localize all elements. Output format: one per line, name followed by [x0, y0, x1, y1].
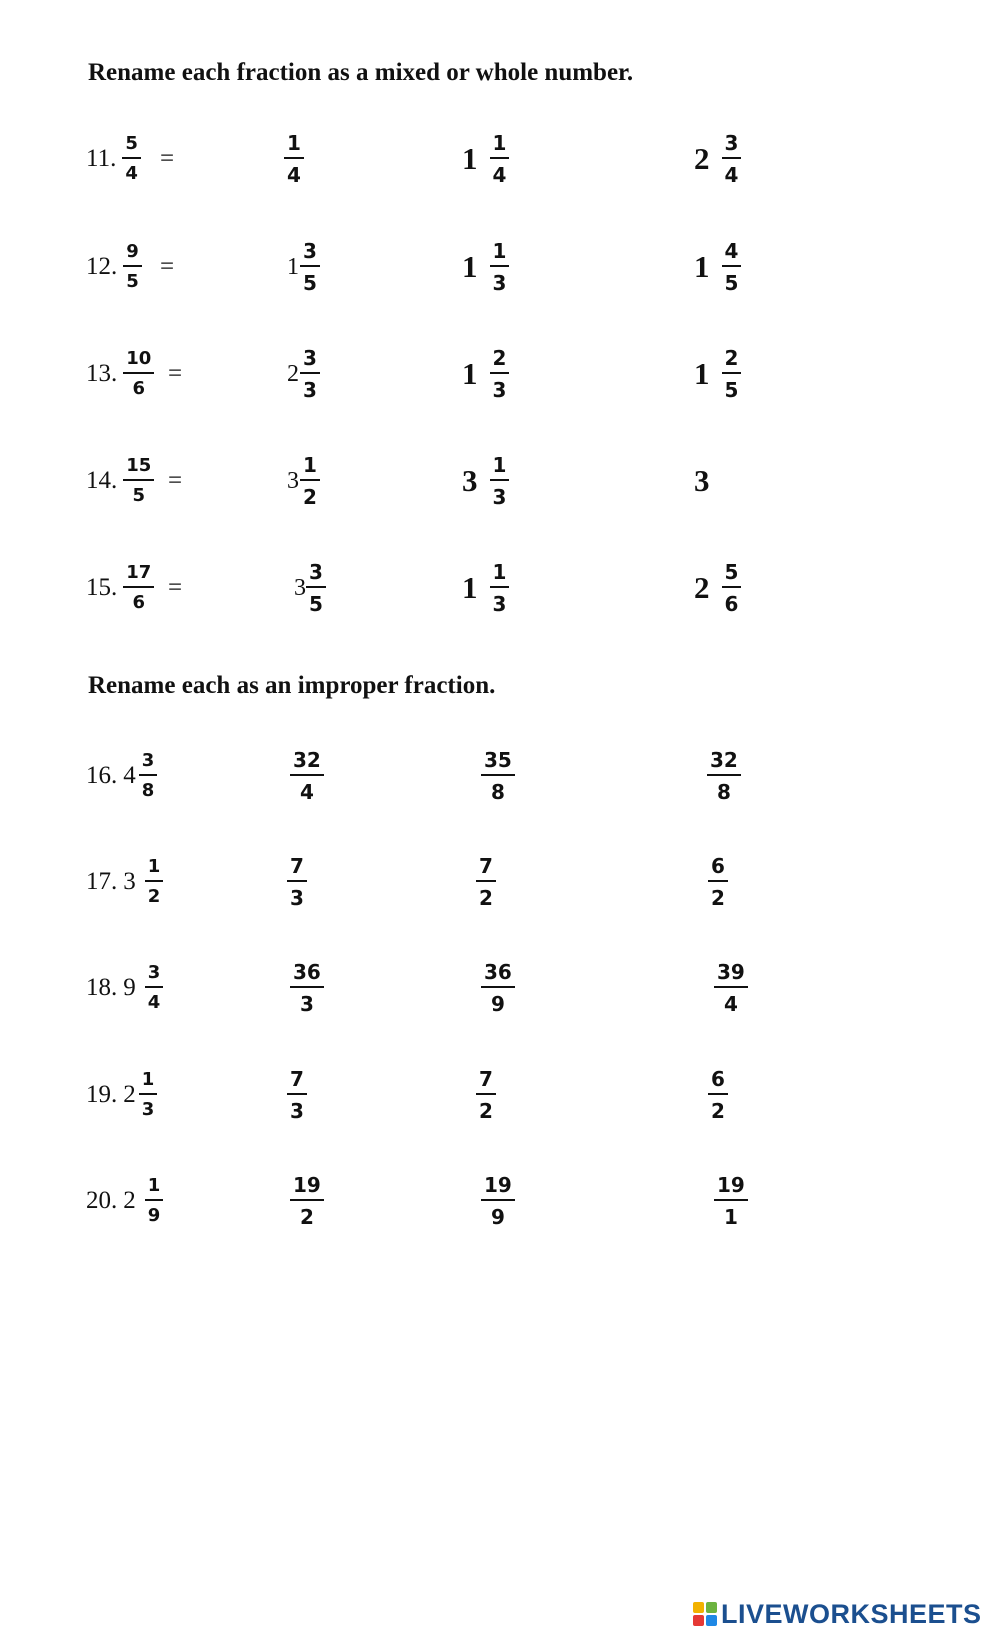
- choice-fraction: $\frac{3}{5}$: [300, 241, 320, 293]
- choice-c[interactable]: [708, 847, 728, 917]
- question-fraction: $\frac{15}{5}$: [123, 457, 154, 505]
- choice-whole: 1: [462, 356, 478, 391]
- choice-b[interactable]: [462, 446, 509, 516]
- logo-square: [706, 1615, 717, 1626]
- choice-fraction: $\frac{1}{3}$: [490, 562, 510, 614]
- choice-fraction: $\frac{6}{2}$: [708, 856, 728, 908]
- choice-fraction: $\frac{2}{5}$: [722, 348, 742, 400]
- choice-c[interactable]: [714, 953, 748, 1023]
- equals-sign: =: [160, 145, 175, 172]
- choice-c[interactable]: [708, 1060, 728, 1130]
- choice-a[interactable]: [294, 553, 326, 623]
- choice-whole: 3: [294, 574, 306, 601]
- choice-b[interactable]: [462, 232, 509, 302]
- question-number: 12.: [86, 253, 118, 280]
- choice-b[interactable]: [462, 553, 509, 623]
- choice-fraction: $\frac{3}{4}$: [722, 133, 742, 185]
- choice-fraction: $\frac{2}{3}$: [490, 348, 510, 400]
- choice-fraction: $\frac{7}{2}$: [476, 1069, 496, 1121]
- choice-whole: 3: [462, 463, 478, 498]
- question-16: [0, 741, 1000, 811]
- liveworksheets-logo[interactable]: [693, 1596, 982, 1632]
- equals-sign: =: [160, 253, 175, 280]
- question-15: [0, 553, 1000, 623]
- question-number: 16.: [86, 762, 118, 789]
- choice-whole: 3: [694, 463, 710, 498]
- choice-whole: 1: [694, 356, 710, 391]
- choice-c[interactable]: [694, 553, 741, 623]
- choice-a[interactable]: [290, 1166, 324, 1236]
- choice-fraction: $\frac{36}{9}$: [481, 962, 515, 1014]
- question-number: 20.: [86, 1187, 118, 1214]
- choice-fraction: $\frac{5}{6}$: [722, 562, 742, 614]
- question-fraction: $\frac{1}{3}$: [139, 1071, 158, 1119]
- choice-c[interactable]: [694, 124, 741, 194]
- question-number: 15.: [86, 574, 118, 601]
- choice-fraction: $\frac{6}{2}$: [708, 1069, 728, 1121]
- choice-fraction: $\frac{1}{2}$: [300, 455, 320, 507]
- choice-fraction: $\frac{36}{3}$: [290, 962, 324, 1014]
- question-fraction: $\frac{17}{6}$: [123, 564, 154, 612]
- logo-square: [706, 1602, 717, 1613]
- question-number: 17.: [86, 868, 118, 895]
- question-20: [0, 1166, 1000, 1236]
- choice-fraction: $\frac{1}{3}$: [490, 455, 510, 507]
- section-2-heading: Rename each as an improper fraction.: [88, 672, 496, 699]
- choice-a[interactable]: [287, 339, 320, 409]
- logo-mark-icon: [693, 1602, 717, 1626]
- choice-a[interactable]: [284, 124, 304, 194]
- choice-whole: 1: [462, 141, 478, 176]
- choice-whole: 1: [287, 253, 299, 280]
- question-whole: 4: [123, 762, 136, 789]
- choice-whole: 2: [287, 360, 299, 387]
- choice-c[interactable]: [694, 232, 741, 302]
- question-13: [0, 339, 1000, 409]
- choice-b[interactable]: [476, 1060, 496, 1130]
- choice-fraction: $\frac{19}{9}$: [481, 1175, 515, 1227]
- choice-fraction: $\frac{1}{3}$: [490, 241, 510, 293]
- choice-whole: 1: [462, 570, 478, 605]
- choice-fraction: $\frac{1}{4}$: [490, 133, 510, 185]
- choice-a[interactable]: [290, 953, 324, 1023]
- choice-fraction: $\frac{1}{4}$: [284, 133, 304, 185]
- equals-sign: =: [168, 574, 183, 601]
- choice-b[interactable]: [462, 124, 509, 194]
- choice-fraction: $\frac{7}{2}$: [476, 856, 496, 908]
- question-17: [0, 847, 1000, 917]
- choice-whole: 1: [694, 249, 710, 284]
- question-number: 11.: [86, 145, 117, 172]
- question-11: [0, 124, 1000, 194]
- choice-whole: 1: [462, 249, 478, 284]
- question-14: [0, 446, 1000, 516]
- choice-b[interactable]: [481, 1166, 515, 1236]
- question-18: [0, 953, 1000, 1023]
- choice-a[interactable]: [290, 741, 324, 811]
- choice-a[interactable]: [287, 446, 320, 516]
- choice-whole: 2: [694, 141, 710, 176]
- choice-c[interactable]: [707, 741, 741, 811]
- question-whole: 2: [123, 1187, 136, 1214]
- question-number: 13.: [86, 360, 118, 387]
- question-fraction: $\frac{5}{4}$: [122, 135, 141, 183]
- question-19: [0, 1060, 1000, 1130]
- question-fraction: $\frac{3}{8}$: [139, 752, 158, 800]
- question-fraction: $\frac{10}{6}$: [123, 350, 154, 398]
- choice-c[interactable]: [694, 446, 722, 516]
- question-fraction: $\frac{1}{2}$: [145, 858, 164, 906]
- question-number: 18.: [86, 974, 118, 1001]
- choice-fraction: $\frac{19}{2}$: [290, 1175, 324, 1227]
- question-fraction: $\frac{3}{4}$: [145, 964, 164, 1012]
- logo-square: [693, 1615, 704, 1626]
- equals-sign: =: [168, 467, 183, 494]
- question-whole: 9: [123, 974, 136, 1001]
- logo-square: [693, 1602, 704, 1613]
- choice-fraction: $\frac{39}{4}$: [714, 962, 748, 1014]
- choice-fraction: $\frac{3}{3}$: [300, 348, 320, 400]
- choice-whole: 2: [694, 570, 710, 605]
- question-whole: 3: [123, 868, 136, 895]
- question-number: 19.: [86, 1081, 118, 1108]
- equals-sign: =: [168, 360, 183, 387]
- question-12: [0, 232, 1000, 302]
- choice-a[interactable]: [287, 232, 320, 302]
- choice-b[interactable]: [462, 339, 509, 409]
- choice-fraction: $\frac{7}{3}$: [287, 856, 307, 908]
- choice-fraction: $\frac{7}{3}$: [287, 1069, 307, 1121]
- choice-fraction: $\frac{19}{1}$: [714, 1175, 748, 1227]
- choice-fraction: $\frac{32}{8}$: [707, 750, 741, 802]
- choice-b[interactable]: [476, 847, 496, 917]
- choice-whole: 3: [287, 467, 299, 494]
- choice-fraction: $\frac{3}{5}$: [306, 562, 326, 614]
- choice-b[interactable]: [481, 953, 515, 1023]
- choice-fraction: $\frac{35}{8}$: [481, 750, 515, 802]
- choice-fraction: $\frac{32}{4}$: [290, 750, 324, 802]
- choice-fraction: $\frac{4}{5}$: [722, 241, 742, 293]
- choice-a[interactable]: [287, 847, 307, 917]
- choice-a[interactable]: [287, 1060, 307, 1130]
- question-fraction: $\frac{9}{5}$: [123, 243, 142, 291]
- choice-c[interactable]: [694, 339, 741, 409]
- choice-c[interactable]: [714, 1166, 748, 1236]
- choice-b[interactable]: [481, 741, 515, 811]
- question-whole: 2: [123, 1081, 136, 1108]
- logo-text: LIVEWORKSHEETS: [721, 1598, 982, 1629]
- question-fraction: $\frac{1}{9}$: [145, 1177, 164, 1225]
- question-number: 14.: [86, 467, 118, 494]
- section-1-heading: Rename each fraction as a mixed or whole number.: [88, 59, 634, 86]
